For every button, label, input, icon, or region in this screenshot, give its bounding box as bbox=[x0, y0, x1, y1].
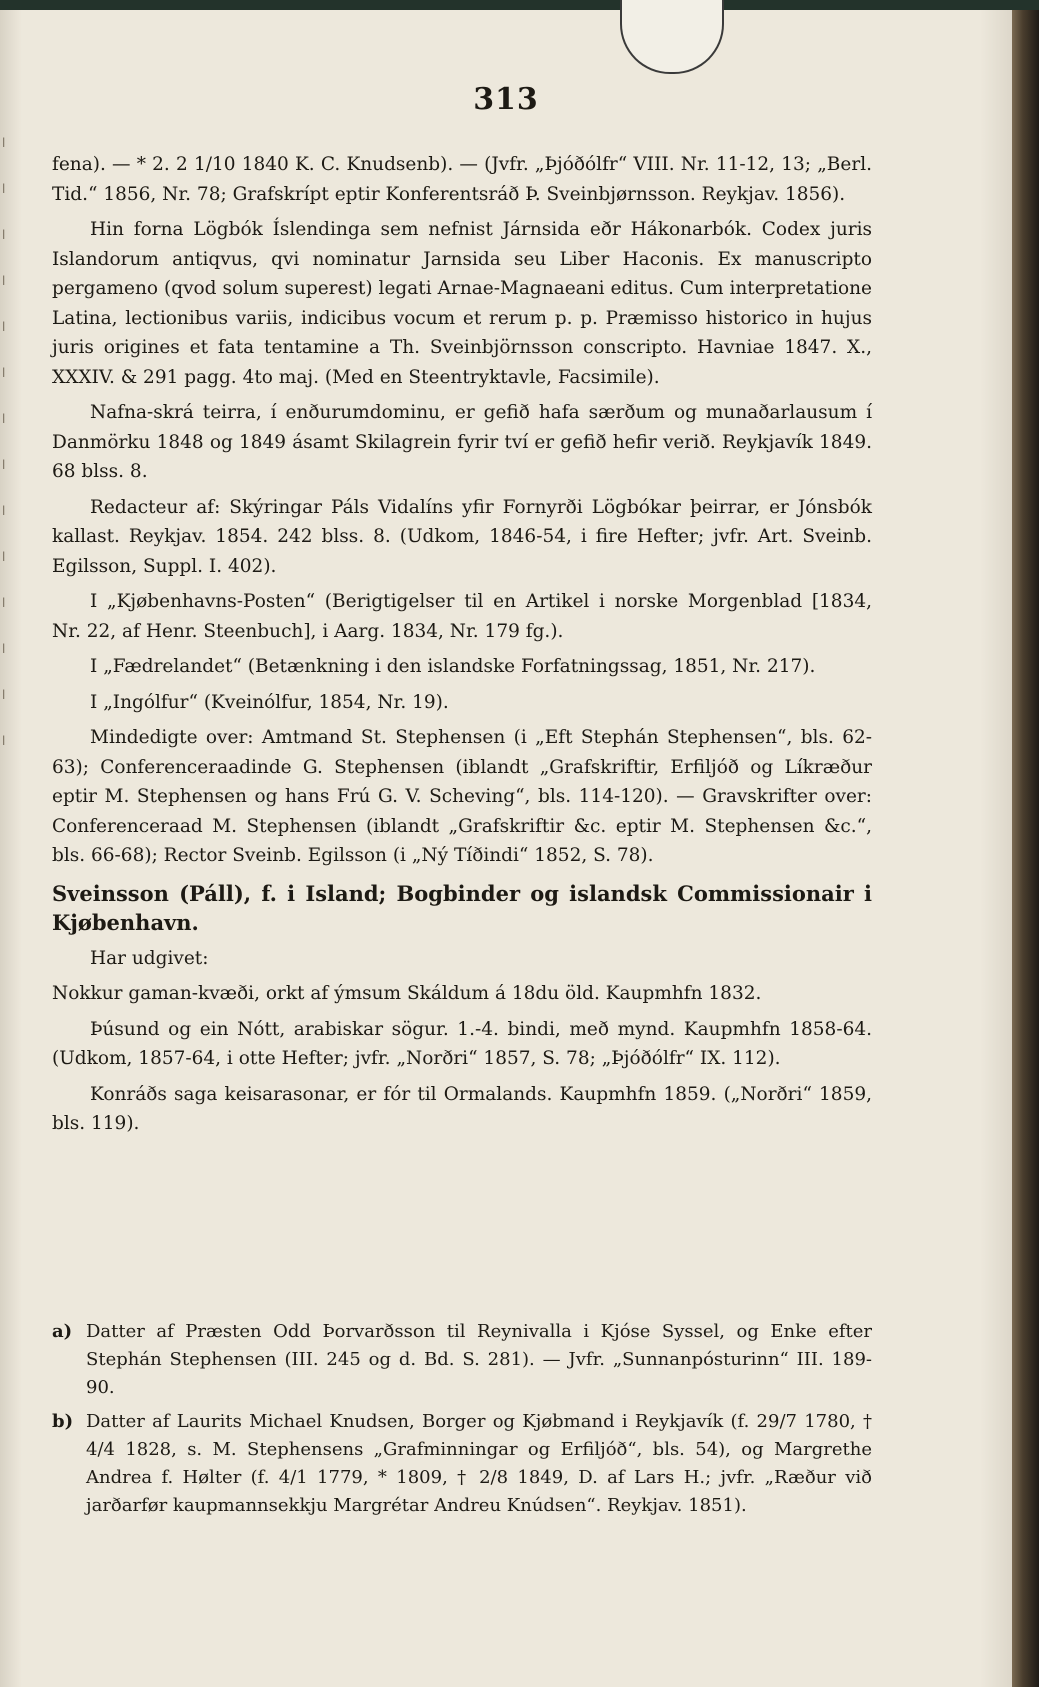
footnote-text: Datter af Præsten Odd Þorvarðsson til Reynivalla i Kjóse Syssel, og Enke efter Stephán Stephensen (III. 245 og d. Bd. S. 281). — Jvfr. „Sunnanpósturinn“ III. 189-90. bbox=[86, 1321, 872, 1398]
subheading-har-udgivet: Har udgivet: bbox=[90, 947, 209, 969]
entry-thusund-og-ein-nott: Þúsund og ein Nótt, arabiskar sögur. 1.-4. bindi, með mynd. Kaupmhfn 1858-64. (Udkom, 1857-64, i otte Hefter; jvfr. „Norðri“ 1857, S. 78; „Þjóðólfr“ IX. 112). bbox=[52, 1018, 872, 1069]
book-spine-edge bbox=[1012, 0, 1039, 1687]
entry-ingolfur: I „Ingólfur“ (Kveinólfur, 1854, Nr. 19). bbox=[90, 691, 449, 713]
margin-bleed-marks: l l l l l l l l l l l l l l bbox=[2, 136, 6, 748]
main-text bbox=[52, 150, 872, 1145]
entry-heading-sveinsson: Sveinsson (Páll), f. i Island; Bogbinder og islandsk Commissionair i Kjøbenhavn. bbox=[52, 880, 872, 935]
scan-top-edge bbox=[0, 0, 1039, 10]
entry-jarnsida: Hin forna Lögbók Íslendinga sem nefnist Járnsida eðr Hákonarbók. Codex juris Islandorum antiqvus, qvi nominatur Jarnsida seu Liber Haconis. Ex manuscripto pergameno (qvod solum superest) legati Arnae-Magnaeani editus. Cum interpretatione Latina, lectionibus variis, indicibus vocum et rerum p. p. Præmisso historico in hujus juris origines et fata tentamine a Th. Sveinbjörnsson conscripto. Havniae 1847. X., XXXIV. & 291 pagg. 4to maj. (Med en Steentryktavle, Facsimile). bbox=[52, 219, 872, 388]
entry-gaman-kvaedi: Nokkur gaman-kvæði, orkt af ýmsum Skáldum á 18du öld. Kaupmhfn 1832. bbox=[52, 983, 762, 1004]
paragraph-continuation: fena). — * 2. 2 1/10 1840 K. C. Knudsenb). — (Jvfr. „Þjóðólfr“ VIII. Nr. 11-12, 13; „Berl. Tid.“ 1856, Nr. 78; Grafskrípt eptir Konferentsráð Þ. Sveinbjørnsson. Reykjav. 1856). bbox=[52, 154, 872, 205]
footnote bbox=[52, 1408, 872, 1520]
entry-redacteur: Redacteur af: Skýringar Páls Vidalíns yfir Fornyrði Lögbókar þeirrar, er Jónsbók kallast. Reykjav. 1854. 242 blss. 8. (Udkom, 1846-54, i fire Hefter; jvfr. Art. Sveinb. Egilsson, Suppl. I. 402). bbox=[52, 496, 872, 577]
footnote bbox=[52, 1318, 872, 1402]
entry-nafna-skra: Nafna-skrá teirra, í enðurumdominu, er gefið hafa særðum og munaðarlausum í Danmörku 1848 og 1849 ásamt Skilagrein fyrir tví er gefið hefir verið. Reykjavík 1849. 68 blss. 8. bbox=[52, 402, 872, 482]
footnote-text: Datter af Laurits Michael Knudsen, Borger og Kjøbmand i Reykjavík (f. 29/7 1780, † 4/4 1828, s. M. Stephensens „Grafminningar og Erfiljóð“, bls. 54), og Margrethe Andrea f. Hølter (f. 4/1 1779, * 1809, † 2/8 1849, D. af Lars H.; jvfr. „Ræður við jarðarfør kaupmannsekkju Margrétar Andreu Knúdsen“. Reykjav. 1851). bbox=[86, 1411, 872, 1516]
footnote-mark: b) bbox=[52, 1411, 74, 1432]
entry-konrads-saga: Konráðs saga keisarasonar, er fór til Ormalands. Kaupmhfn 1859. („Norðri“ 1859, bls. 119). bbox=[52, 1083, 872, 1134]
page-number: 313 bbox=[473, 82, 539, 117]
entry-mindedigte: Mindedigte over: Amtmand St. Stephensen (i „Eft Stephán Stephensen“, bls. 62-63); Conferenceraadinde G. Stephensen (iblandt „Grafskriftir, Erfiljóð og Líkræður eptir M. Stephensen og hans Frú G. V. Scheving“, bls. 114-120). — Gravskrifter over: Conferenceraad M. Stephensen (iblandt „Grafskriftir &c. eptir M. Stephensen &c.“, bls. 66-68); Rector Sveinb. Egilsson (i „Ný Tíðindi“ 1852, S. 78). bbox=[52, 727, 872, 866]
entry-kjobenhavns-posten: I „Kjøbenhavns-Posten“ (Berigtigelser til en Artikel i norske Morgenblad [1834, Nr. 22, af Henr. Steenbuch], i Aarg. 1834, Nr. 179 fg.). bbox=[52, 591, 872, 642]
entry-faedrelandet: I „Fædrelandet“ (Betænkning i den islandske Forfatningssag, 1851, Nr. 217). bbox=[90, 656, 816, 677]
footnotes bbox=[52, 1318, 872, 1526]
footnote-mark: a) bbox=[52, 1321, 73, 1342]
